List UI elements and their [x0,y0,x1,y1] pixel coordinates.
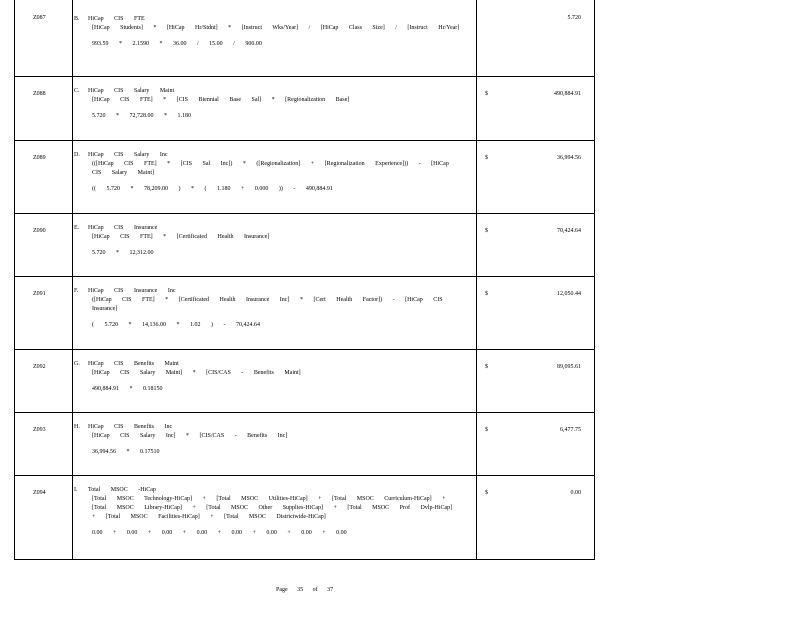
row-amount: 5.720 [567,15,581,21]
row-formula: ([HiCap CIS FTE] * [Certificated Health Insurance Inc] * [Cert Health Factor]) - [HiCap CIS Insurance] [92,297,443,312]
page-total: 37 [327,587,334,593]
row-title: HiCap CIS FTE [88,16,145,22]
dollar-sign: $ [485,364,488,370]
row-title: HiCap CIS Salary Inc [88,152,168,158]
row-letter: I. [74,487,78,493]
row-calc: ( 5.720 * 14,136.00 * 1.02 ) - 70,424.64 [92,322,260,328]
row-letter: D. [74,152,80,158]
row-calc: 5.720 * 12,312.00 [92,250,154,256]
row-formula: [Total MSOC Technology-HiCap] + [Total MSOC Utilities-HiCap] + [Total MSOC Curriculum-HiCap] + [Total MSOC Library-HiCap] + [Total MSOC Other Supplies-HiCap] + [Total MSOC Prof Dvlp-HiCap] + [Total MSOC Facilities-HiCap] + [Total MSOC Districtwide-HiCap] [92,496,453,520]
table-row [14,140,595,214]
row-formula: [HiCap CIS FTE] * [CIS Biennial Base Sal] * [Regionalization Base] [92,97,350,103]
row-amount: 490,884.91 [554,91,581,97]
row-code: Z089 [33,155,46,161]
row-formula: (([HiCap CIS FTE] * [CIS Sal Inc]) * ([Regionalization] + [Regionalization Experience])) - [HiCap CIS Salary Maint] [92,161,449,176]
row-calc: 993.59 * 2.1590 * 36.00 / 15.00 / 900.00 [92,41,262,47]
page-of-label: of [312,587,318,593]
table-row [14,0,595,77]
row-description [74,486,464,538]
row-amount: 70,424.64 [557,228,581,234]
row-title: HiCap CIS Insurance Inc [88,288,176,294]
row-description [74,423,464,457]
row-description [74,287,464,330]
row-description [74,224,464,258]
table-row [14,412,595,476]
row-code: Z088 [33,91,46,97]
table-row [14,276,595,350]
row-code: Z092 [33,364,46,370]
row-title: Total MSOC -HiCap [88,487,156,493]
row-code: Z093 [33,427,46,433]
row-calc: 0.00 + 0.00 + 0.00 + 0.00 + 0.00 + 0.00 + 0.00 + 0.00 [92,530,347,536]
row-letter: C. [74,88,80,94]
row-formula: [HiCap CIS FTE] * [Certificated Health Insurance] [92,234,270,240]
table-row [14,349,595,413]
row-amount: 36,994.56 [557,155,581,161]
row-formula: [HiCap CIS Salary Maint] * [CIS/CAS - Benefits Maint] [92,370,301,376]
row-letter: F. [74,288,79,294]
dollar-sign: $ [485,291,488,297]
row-description [74,151,464,194]
dollar-sign: $ [485,91,488,97]
row-letter: E. [74,225,80,231]
page-footer [276,587,341,593]
row-letter: B. [74,16,80,22]
row-amount: 12,050.44 [557,291,581,297]
dollar-sign: $ [485,155,488,161]
row-code: Z094 [33,490,46,496]
row-code: Z090 [33,228,46,234]
row-calc: 490,884.91 * 0.18150 [92,386,163,392]
row-amount: 0.00 [570,490,581,496]
dollar-sign: $ [485,228,488,234]
row-code: Z091 [33,291,46,297]
row-description [74,15,464,49]
row-amount: 6,477.75 [560,427,581,433]
dollar-sign: $ [485,490,488,496]
row-calc: 36,994.56 * 0.17510 [92,449,160,455]
table-row [14,76,595,141]
row-calc: 5.720 * 72,728.00 * 1.180 [92,113,191,119]
table-row [14,475,595,560]
row-amount: 89,095.61 [557,364,581,370]
row-title: HiCap CIS Benefits Maint [88,361,179,367]
row-code: Z087 [33,15,46,21]
calculation-table [14,0,595,560]
page-label: Page [276,587,288,593]
row-calc: (( 5.720 * 78,209.00 ) * ( 1.180 + 0.000 )) - 490,884.91 [92,186,333,192]
row-description [74,360,464,394]
row-letter: H. [74,424,80,430]
row-formula: [HiCap CIS Salary Inc] * [CIS/CAS - Benefits Inc] [92,433,288,439]
row-description [74,87,464,121]
dollar-sign: $ [485,427,488,433]
row-title: HiCap CIS Benefits Inc [88,424,173,430]
row-title: HiCap CIS Salary Maint [88,88,175,94]
row-formula: [HiCap Students] * [HiCap Hr/Stdnt] * [Instruct Wks/Year] / [HiCap Class Size] / [Instruct Hr/Year] [92,25,460,31]
table-row [14,213,595,277]
row-title: HiCap CIS Insurance [88,225,158,231]
page-number: 35 [297,587,304,593]
row-letter: G. [74,361,80,367]
